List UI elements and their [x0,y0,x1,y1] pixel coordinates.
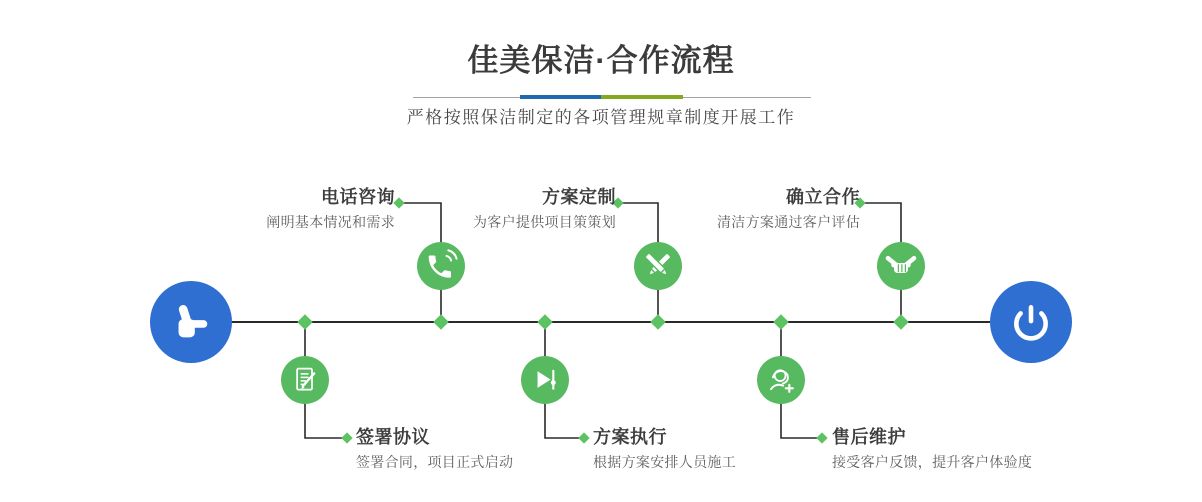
step-desc: 签署合同，项目正式启动 [356,454,514,470]
step-node-phone [417,242,465,290]
page-title: 佳美保洁·合作流程 [467,43,735,78]
page-subtitle: 严格按照保洁制定的各项管理规章制度开展工作 [406,108,796,127]
hand-pointer-icon [168,299,214,345]
step-label-aftersales [832,427,1032,470]
play-slider-icon [524,359,566,401]
step-label-cooperation [717,187,860,230]
design-pencils-icon [637,245,679,287]
step-desc: 根据方案安排人员施工 [593,454,736,470]
customer-service-icon [760,359,802,401]
step-node-handshake [877,242,925,290]
step-label-contract [356,427,513,470]
handshake-icon [880,245,922,287]
step-title: 签署协议 [356,427,430,447]
step-title: 售后维护 [832,427,906,447]
step-node-execute [521,356,569,404]
step-desc: 为客户提供项目策策划 [473,214,616,230]
step-title: 确立合作 [786,187,860,207]
step-node-customer-service [757,356,805,404]
end-node [990,281,1072,363]
step-desc: 清洁方案通过客户评估 [717,214,860,230]
step-desc: 阐明基本情况和需求 [266,214,395,230]
contract-icon [284,359,326,401]
step-node-contract [281,356,329,404]
step-label-phone [266,187,395,230]
step-title: 方案定制 [542,187,616,207]
step-label-execute [593,427,736,470]
step-title: 方案执行 [593,427,667,447]
start-node [150,281,232,363]
phone-icon [419,244,463,288]
step-label-design [473,187,616,230]
step-node-design [634,242,682,290]
step-desc: 接受客户反馈，提升客户体验度 [832,454,1033,470]
step-title: 电话咨询 [321,187,395,207]
power-icon [1009,300,1053,344]
